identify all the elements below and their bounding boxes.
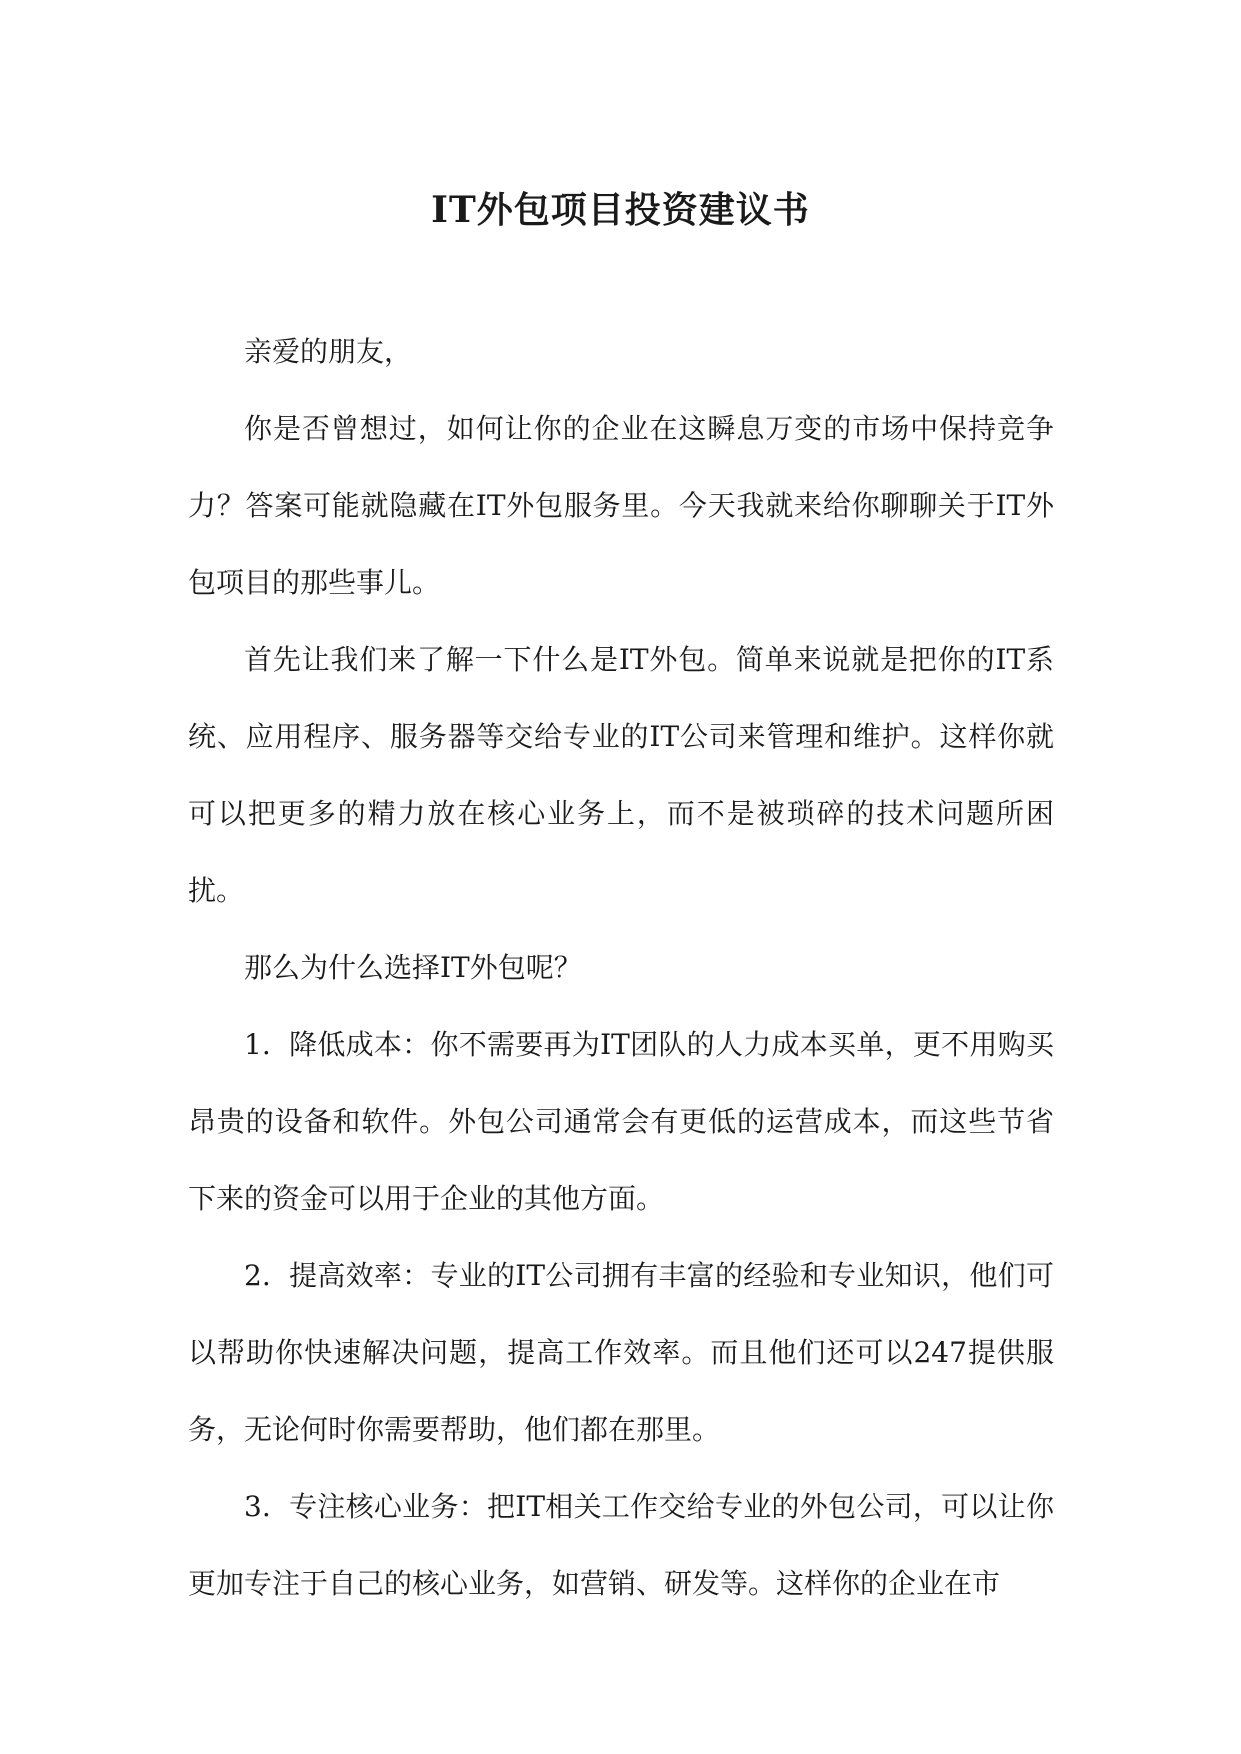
definition-paragraph: 首先让我们来了解一下什么是IT外包。简单来说就是把你的IT系统、应用程序、服务器等交给专业的IT公司来管理和维护。这样你就可以把更多的精力放在核心业务上，而不是被琐碎的技术问题所困扰。 — [188, 643, 1054, 907]
list-item-1 — [188, 1006, 1054, 1237]
list-number: 3. — [244, 1490, 271, 1523]
list-text: 提高效率：专业的IT公司拥有丰富的经验和专业知识，他们可以帮助你快速解决问题，提高工作效率。而且他们还可以247提供服务，无论何时你需要帮助，他们都在那里。 — [188, 1259, 1054, 1446]
document-body — [188, 313, 1054, 1622]
list-number: 2. — [244, 1259, 271, 1292]
question-paragraph: 那么为什么选择IT外包呢？ — [244, 951, 582, 984]
list-item-2 — [188, 1237, 1054, 1468]
list-item-3 — [188, 1468, 1054, 1622]
list-text: 专注核心业务：把IT相关工作交给专业的外包公司，可以让你更加专注于自己的核心业务，如营销、研发等。这样你的企业在市 — [188, 1490, 1054, 1600]
greeting-paragraph: 亲爱的朋友， — [244, 335, 413, 368]
list-number: 1. — [244, 1028, 271, 1061]
list-text: 降低成本：你不需要再为IT团队的人力成本买单，更不用购买昂贵的设备和软件。外包公司通常会有更低的运营成本，而这些节省下来的资金可以用于企业的其他方面。 — [188, 1028, 1054, 1215]
document-title: IT外包项目投资建议书 — [431, 189, 810, 231]
intro-paragraph: 你是否曾想过，如何让你的企业在这瞬息万变的市场中保持竞争力？答案可能就隐藏在IT外包服务里。今天我就来给你聊聊关于IT外包项目的那些事儿。 — [188, 412, 1054, 599]
